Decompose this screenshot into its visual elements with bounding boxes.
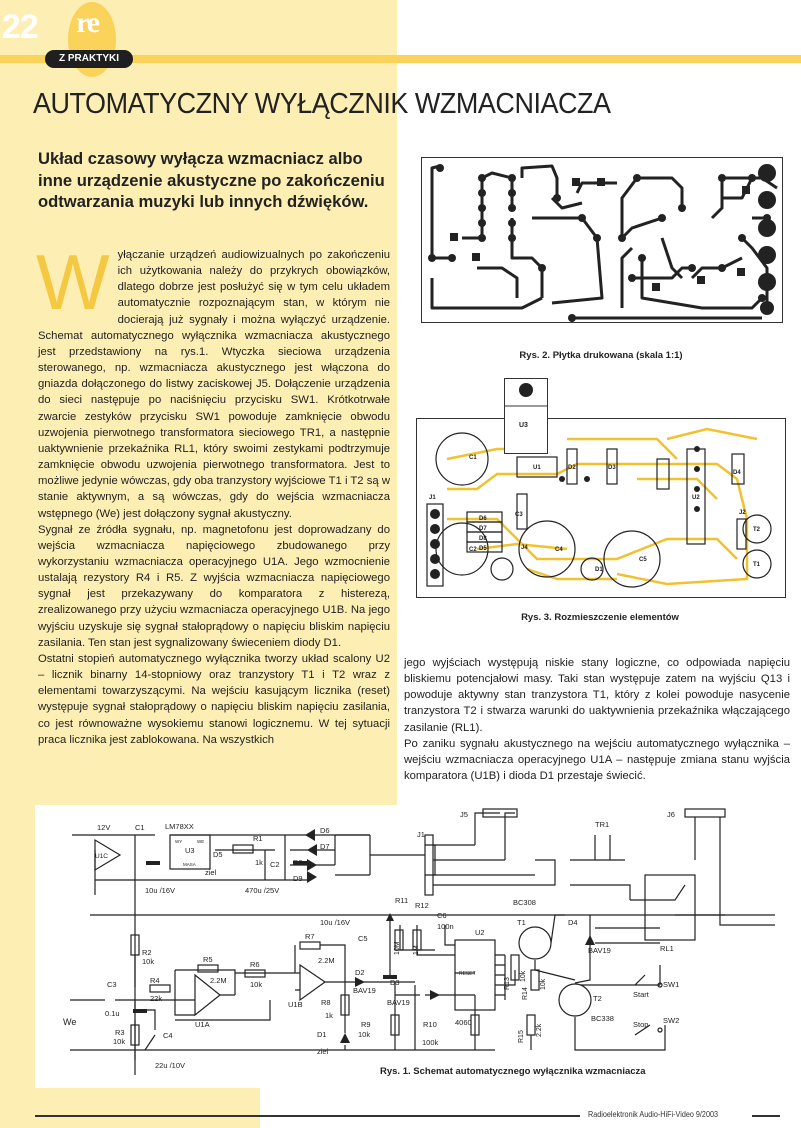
schem-label-ziel-d1: ziel xyxy=(317,1047,329,1056)
schem-label-c4: C4 xyxy=(163,1031,173,1040)
layout-label-d8: D8 xyxy=(479,536,487,542)
schem-label-r6: R6 xyxy=(250,960,260,969)
schem-label-r13: R13 xyxy=(504,977,511,990)
schem-label-c6-value: 100n xyxy=(437,922,454,931)
schem-label-u2: U2 xyxy=(475,928,485,937)
layout-label-d1: D1 xyxy=(595,567,603,573)
schem-label-r7-value: 2.2M xyxy=(318,956,335,965)
regulator-u3-outline xyxy=(504,378,548,454)
schem-label-c1: C1 xyxy=(135,823,145,832)
page-number: 22 xyxy=(2,8,38,46)
schem-label-r12-value: 1M xyxy=(413,945,420,955)
paragraph: jego wyjściach występują niskie stany logiczne, co odpowiada napięciu bliskiemu potencjałowi masy. Taki stan występuje zatem na wyjściu Q13 i powoduje aktywny stan tranzystora T1, który z kolei powoduje nasycenie tranzystora T2 i stwarza warunki do uaktywnienia przekaźnika włączającego zasilanie (RL1). xyxy=(404,657,790,734)
paragraph: Po zaniku sygnału akustycznego na wejściu automatycznego wyłącznika – wejściu wzmacniacza operacyjnego U1A – następuje zmiana stanu wyjścia komparatora (U1B) i dioda D1 przestaje świecić. xyxy=(404,737,790,783)
regulator-drawing xyxy=(505,379,547,453)
schem-label-d3: D3 xyxy=(390,978,400,987)
layout-label-u2: U2 xyxy=(692,495,700,501)
layout-label-d7: D7 xyxy=(479,526,487,532)
schem-label-c2-value: 470u /25V xyxy=(245,886,280,895)
schem-label-c5: C5 xyxy=(358,934,368,943)
article-column-2 xyxy=(404,655,790,784)
schem-label-d1: D1 xyxy=(317,1030,327,1039)
schem-label-r10-value: 100k xyxy=(422,1038,439,1047)
schem-label-ziel-d5: ziel xyxy=(205,868,217,877)
schem-label-d2: D2 xyxy=(355,968,365,977)
schem-label-r14-value: 10k xyxy=(540,978,547,990)
article-lead: Układ czasowy wyłącza wzmacniacz albo inne urządzenie akustyczne po zakończeniu odtwarzania muzyki lub innych dźwięków. xyxy=(38,149,385,211)
layout-label-d5: D5 xyxy=(479,546,487,552)
footer-rule xyxy=(35,1115,580,1117)
footer-rule-end xyxy=(752,1115,780,1117)
layout-label-c3: C3 xyxy=(515,512,523,518)
layout-label-c1: C1 xyxy=(469,455,477,461)
layout-label-u3: U3 xyxy=(519,422,528,429)
layout-label-d2: D2 xyxy=(568,465,576,471)
schem-label-u3: U3 xyxy=(185,846,195,855)
schem-label-r8: R8 xyxy=(321,998,331,1007)
pcb-traces xyxy=(422,158,782,322)
schem-label-u1b: U1B xyxy=(288,1000,303,1009)
schem-label-rl1: RL1 xyxy=(660,944,674,953)
schem-label-c5-value: 10u /16V xyxy=(320,918,351,927)
paragraph: Sygnał ze źródła sygnału, np. magnetofonu jest doprowadzany do wejścia wzmacniacza napięciowego zbudowanego przy wykorzystaniu wzmacniacza operacyjnego U1A. Jego wzmocnienie ustalają rezystory R4 i R5. Z wyjścia wzmacniacza napięciowego sygnał jest przekazywany do komparatora z histerezą, zrealizowanego przy użyciu wzmacniacza operacyjnego U1B. Na jego wyjściu uzyskuje się sygnał stałoprądowy o napięciu bliskim napięciu zasilania. Ten stan jest sygnalizowany świeceniem diody D1. xyxy=(38,523,390,649)
schem-label-r13-value: 10k xyxy=(520,970,527,982)
schem-label-r3: R3 xyxy=(115,1028,125,1037)
schem-label-j6: J6 xyxy=(667,810,675,819)
schem-label-wy: WY xyxy=(175,839,183,844)
schem-label-r4: R4 xyxy=(150,976,160,985)
schem-label-we-input: We xyxy=(63,1017,77,1027)
schem-label-r10: R10 xyxy=(423,1020,437,1029)
footer-publication: Radioelektronik Audio-HiFi-Video 9/2003 xyxy=(588,1109,718,1119)
article-title: AUTOMATYCZNY WYŁĄCZNIK WZMACNIACZA xyxy=(33,88,611,120)
schem-label-r9-value: 10k xyxy=(358,1030,371,1039)
schem-label-r3-value: 10k xyxy=(113,1037,126,1046)
schem-label-r9: R9 xyxy=(361,1020,371,1029)
schem-label-sw1: SW1 xyxy=(663,980,680,989)
schem-label-bav19-d2: BAV19 xyxy=(353,986,376,995)
schem-label-r8-value: 1k xyxy=(325,1011,333,1020)
layout-label-d6: D6 xyxy=(479,516,487,522)
schem-label-u1a: U1A xyxy=(195,1020,210,1029)
schem-label-tr1: TR1 xyxy=(595,820,610,829)
schem-label-r5: R5 xyxy=(203,955,213,964)
schem-label-bc338: BC338 xyxy=(591,1014,614,1023)
pcb-figure xyxy=(421,157,783,323)
layout-label-d3: D3 xyxy=(608,465,616,471)
layout-label-t1: T1 xyxy=(753,562,761,568)
section-badge: Z PRAKTYKI xyxy=(45,50,133,68)
schem-label-r6-value: 10k xyxy=(250,980,263,989)
schem-label-c3: C3 xyxy=(107,980,117,989)
schem-label-bav19-d4: BAV19 xyxy=(588,946,611,955)
layout-caption: Rys. 3. Rozmieszczenie elementów xyxy=(521,612,679,623)
paragraph xyxy=(36,238,390,522)
schem-label-u1c: U1C xyxy=(95,853,109,860)
schem-label-c2: C2 xyxy=(270,860,280,869)
schem-label-bav19-d3: BAV19 xyxy=(387,998,410,1007)
schem-label-d4: D4 xyxy=(568,918,578,927)
layout-label-d4: D4 xyxy=(733,470,741,476)
schem-label-c3-value: 0.1u xyxy=(105,1009,120,1018)
component-layout-figure xyxy=(416,418,786,598)
logo-text: re xyxy=(76,6,99,39)
schem-label-12v: 12V xyxy=(97,823,111,832)
schem-label-4060: 4060 xyxy=(455,1018,472,1027)
layout-label-c5: C5 xyxy=(639,557,647,563)
paragraph-text: yłączanie urządzeń audiowizualnych po zakończeniu ich użytkowania należy do przykrych obowiązków, dlatego dobrze jest posłużyć się w tym celu układem automatycznie rozpoznającym stan, w którym nie docierają już sygnały i można wyłączyć urządzenie. Schemat automatycznego wyłącznika wzmacniacza akustycznego jest przedstawiony na rys.1. Wtyczka sieciowa urządzenia sterowanego, np. wzmacniacza akustycznego jest włączona do gniazda dołączonego do listwy zaciskowej J5. Dołączenie urządzenia do sieci następuje po naciśnięciu przycisku SW1. Krótkotrwałe zwarcie zestyków przycisku SW1 powoduje zamknięcie obwodu uzwojenia pierwotnego transformatora sieciowego TR1, a następnie uaktywnienie przekaźnika RL1, który swoimi zestykami podtrzymuje zamknięcie obwodu uzwojenia pierwotnego transformatora. Jest to możliwe jedynie wówczas, gdy oba tranzystory wyjściowe T1 i T2 są w stanie aktywnym, a są wówczas, gdy do wejścia wzmacniacza wstępnego (We) jest dołączony sygnał akustyczny. xyxy=(38,249,390,520)
schem-label-r5-value: 2.2M xyxy=(210,976,227,985)
schem-label-c4-value: 22u /10V xyxy=(155,1061,186,1070)
layout-label-c2: C2 xyxy=(469,547,477,553)
layout-label-j4: J4 xyxy=(521,545,528,551)
schem-label-t1: T1 xyxy=(517,918,526,927)
yellow-left-strip xyxy=(0,805,35,1128)
layout-label-t2: T2 xyxy=(753,527,761,533)
schem-label-r7: R7 xyxy=(305,932,315,941)
article-column-1 xyxy=(36,238,390,748)
schem-label-c6: C6 xyxy=(437,911,447,920)
schem-label-r15-value: 2.2k xyxy=(536,1023,543,1037)
schem-label-d8: D8 xyxy=(293,858,303,867)
schematic-drawing xyxy=(35,805,780,1088)
schem-label-d6: D6 xyxy=(320,826,330,835)
schem-label-r14: R14 xyxy=(522,987,529,1000)
schem-label-r1-value: 1k xyxy=(255,858,263,867)
schem-label-start: Start xyxy=(633,990,649,999)
schem-label-t2: T2 xyxy=(593,994,602,1003)
component-layout-drawing xyxy=(417,419,785,597)
layout-label-j2: J2 xyxy=(739,510,746,516)
schem-label-r1: R1 xyxy=(253,834,263,843)
schem-label-d5: D5 xyxy=(213,850,223,859)
schematic-caption: Rys. 1. Schemat automatycznego wyłącznika wzmacniacza xyxy=(380,1066,646,1077)
schem-label-c1-value: 10u /16V xyxy=(145,886,176,895)
schematic-figure xyxy=(35,805,780,1088)
schem-label-r11-value: 10M xyxy=(394,941,401,955)
schem-label-j5: J5 xyxy=(460,810,468,819)
schem-label-stop: Stop xyxy=(633,1020,649,1029)
schem-label-r2: R2 xyxy=(142,948,152,957)
schem-label-d7: D7 xyxy=(320,842,330,851)
schem-label-reset: RESET xyxy=(459,971,476,977)
layout-label-u1: U1 xyxy=(533,465,541,471)
schem-label-d9: D9 xyxy=(293,874,303,883)
paragraph: Ostatni stopień automatycznego wyłącznika tworzy układ scalony U2 – licznik binarny 14-stopniowy oraz tranzystory T1 i T2 wraz z elementami towarzyszącymi. Na wejściu kasującym licznika (reset) występuje sygnał stałoprądowy o napięciu bliskim napięciu zasilania, co jest równoważne wysokiemu stanowi logicznemu. W tej sytuacji praca licznika jest zablokowana. Na wszystkich xyxy=(38,652,390,746)
schem-label-r15: R15 xyxy=(518,1030,525,1043)
drop-cap: W xyxy=(36,238,110,326)
schem-label-r11: R11 xyxy=(395,896,409,905)
schem-label-bc308: BC308 xyxy=(513,898,536,907)
schem-label-sw2: SW2 xyxy=(663,1016,680,1025)
schem-label-r2-value: 10k xyxy=(142,957,155,966)
layout-label-j1: J1 xyxy=(429,495,436,501)
schem-label-lm78xx: LM78XX xyxy=(165,822,194,831)
schem-label-we-pin: WE xyxy=(197,839,205,844)
schem-label-r4-value: 22k xyxy=(150,994,163,1003)
layout-label-c4: C4 xyxy=(555,547,563,553)
yellow-bottom-band xyxy=(0,1088,260,1128)
schem-label-j1: J1 xyxy=(417,830,425,839)
pcb-caption: Rys. 2. Płytka drukowana (skala 1:1) xyxy=(519,350,683,361)
schem-label-r12: R12 xyxy=(415,901,429,910)
schem-label-masa: MASA xyxy=(183,862,196,867)
